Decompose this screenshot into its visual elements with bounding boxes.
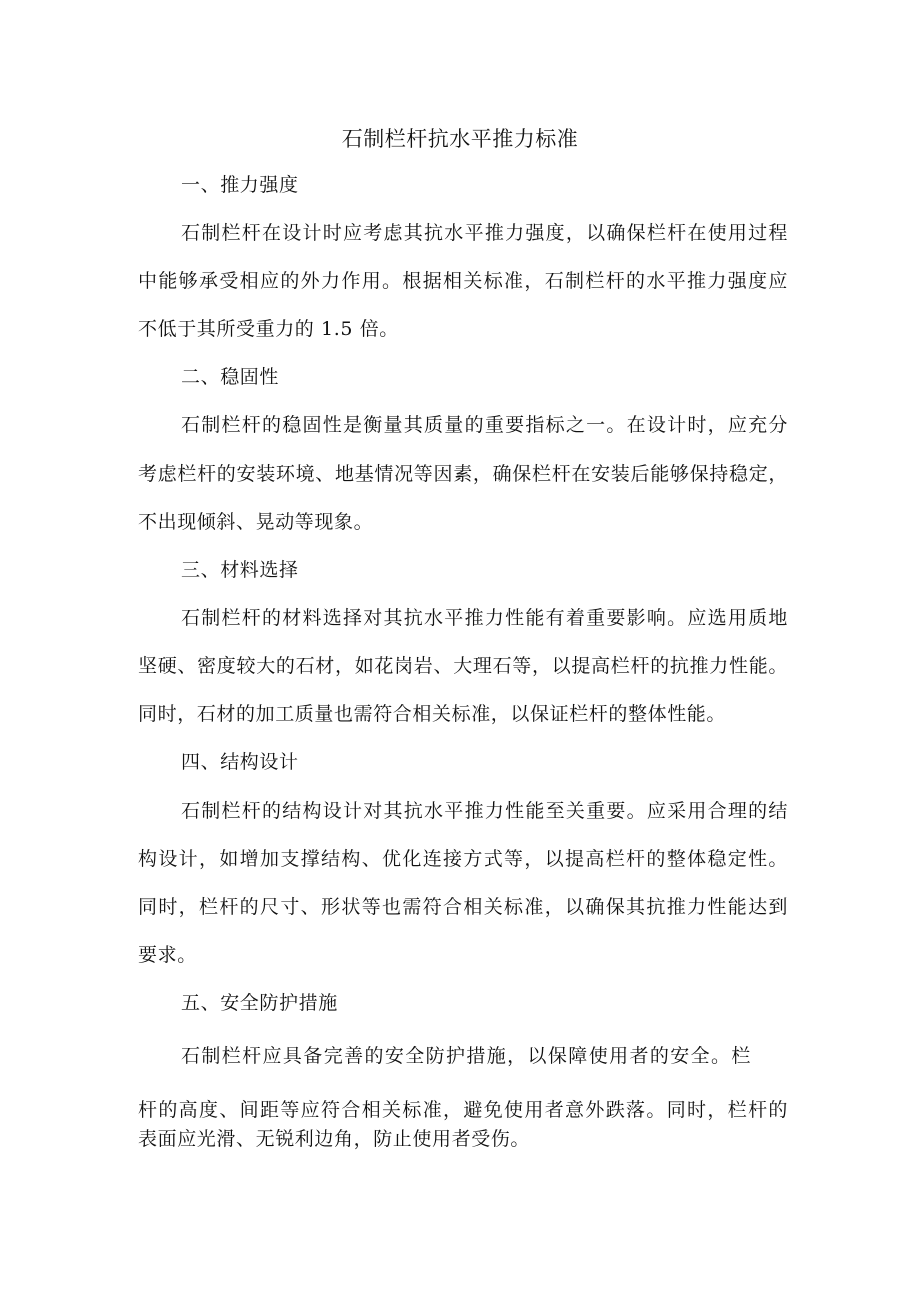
- section-heading: 五、安全防护措施: [181, 992, 338, 1014]
- paragraph-line: 同时，石材的加工质量也需符合相关标准，以保证栏杆的整体性能。: [138, 703, 727, 725]
- paragraph-line: 石制栏杆的结构设计对其抗水平推力性能至关重要。应采用合理的结: [181, 800, 788, 822]
- document-title: 石制栏杆抗水平推力标准: [341, 127, 579, 151]
- paragraph-line: 石制栏杆应具备完善的安全防护措施，以保障使用者的安全。栏: [181, 1045, 751, 1067]
- section-heading: 一、推力强度: [181, 174, 299, 196]
- paragraph-line: 不出现倾斜、晃动等现象。: [138, 511, 374, 533]
- paragraph-line: 中能够承受相应的外力作用。根据相关标准，石制栏杆的水平推力强度应: [138, 270, 788, 292]
- paragraph-line: 坚硬、密度较大的石材，如花岗岩、大理石等，以提高栏杆的抗推力性能。: [138, 655, 788, 677]
- paragraph-line: 不低于其所受重力的 1.5 倍。: [138, 318, 399, 340]
- paragraph-line: 石制栏杆的稳固性是衡量其质量的重要指标之一。在设计时，应充分: [181, 414, 788, 436]
- section-heading: 三、材料选择: [181, 559, 299, 581]
- paragraph-line: 石制栏杆的材料选择对其抗水平推力性能有着重要影响。应选用质地: [181, 607, 788, 629]
- paragraph-line: 杆的高度、间距等应符合相关标准，避免使用者意外跌落。同时，栏杆的: [138, 1099, 788, 1121]
- paragraph-line: 表面应光滑、无锐利边角，防止使用者受伤。: [138, 1128, 531, 1150]
- paragraph-line: 构设计，如增加支撑结构、优化连接方式等，以提高栏杆的整体稳定性。: [138, 848, 788, 870]
- section-heading: 四、结构设计: [181, 751, 299, 773]
- paragraph-line: 要求。: [138, 944, 197, 966]
- section-heading: 二、稳固性: [181, 366, 280, 388]
- paragraph-line: 考虑栏杆的安装环境、地基情况等因素，确保栏杆在安装后能够保持稳定，: [138, 463, 788, 485]
- paragraph-line: 同时，栏杆的尺寸、形状等也需符合相关标准，以确保其抗推力性能达到: [138, 896, 788, 918]
- paragraph-line: 石制栏杆在设计时应考虑其抗水平推力强度，以确保栏杆在使用过程: [181, 222, 788, 244]
